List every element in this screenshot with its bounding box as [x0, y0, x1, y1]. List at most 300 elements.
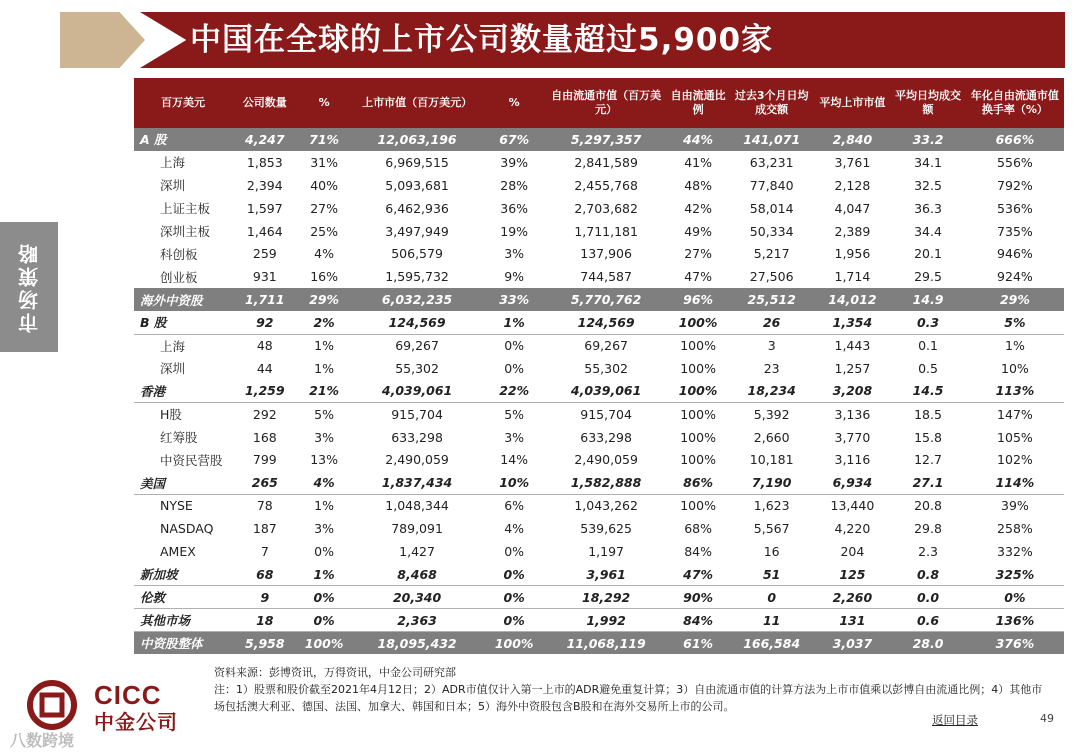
row-label: 中资股整体: [134, 632, 232, 655]
row-label: B 股: [134, 311, 232, 334]
table-cell: 258%: [997, 521, 1033, 537]
table-cell: 168: [252, 429, 277, 445]
table-cell: 799: [252, 452, 277, 468]
table-cell: 1,714: [834, 269, 871, 285]
table-cell: 332%: [997, 543, 1033, 559]
row-label: 深圳: [160, 361, 186, 377]
table-cell: 28.0: [890, 632, 966, 655]
table-cell: 29.8: [914, 521, 942, 537]
table-cell: 10%: [484, 471, 545, 494]
table-cell: 84%: [684, 543, 712, 559]
table-cell: 96%: [667, 288, 728, 311]
table-cell: 2,128: [834, 177, 871, 193]
table-cell: 0%: [484, 609, 545, 632]
table-cell: 536%: [997, 200, 1033, 216]
table-cell: 325%: [966, 563, 1064, 586]
table-cell: 125: [815, 563, 891, 586]
table-cell: 77,840: [749, 177, 794, 193]
table-cell: 27,506: [749, 269, 794, 285]
table-cell: 1%: [314, 498, 334, 514]
table-cell: 0.6: [890, 609, 966, 632]
page-number: 49: [1040, 712, 1054, 725]
table-row: [134, 174, 1064, 197]
table-cell: 48%: [684, 177, 712, 193]
logo-text-cn: 中金公司: [94, 710, 178, 734]
table-cell: 2,389: [834, 223, 871, 239]
table-cell: 100%: [680, 360, 716, 376]
table-row: [134, 380, 1064, 403]
table-cell: 39%: [1001, 498, 1029, 514]
table-cell: 12,063,196: [351, 128, 484, 151]
table-cell: 0%: [298, 609, 351, 632]
table-cell: 21%: [298, 380, 351, 403]
header-cell: %: [298, 78, 351, 128]
table-row: [134, 517, 1064, 540]
cicc-logo: [22, 680, 197, 734]
table-cell: 5,392: [753, 406, 790, 422]
row-label: 创业板: [160, 269, 198, 285]
table-cell: 8,468: [351, 563, 484, 586]
table-cell: 10,181: [749, 452, 794, 468]
table-cell: 26: [729, 311, 815, 334]
table-cell: 0%: [504, 338, 525, 354]
header-cell: 百万美元: [134, 78, 232, 128]
back-to-contents-link[interactable]: 返回目录: [932, 713, 978, 727]
table-cell: 3,497,949: [385, 223, 449, 239]
table-row: [134, 151, 1064, 174]
table-cell: 15.8: [914, 429, 942, 445]
table-cell: 48: [256, 338, 273, 354]
table-cell: 68%: [684, 521, 712, 537]
table-cell: 29.5: [914, 269, 942, 285]
table-cell: 6,934: [815, 471, 891, 494]
row-label: NYSE: [160, 498, 193, 514]
table-cell: 1,582,888: [545, 471, 668, 494]
table-cell: 2,703,682: [574, 200, 638, 216]
table-row: [134, 632, 1064, 655]
notes: [214, 664, 1044, 715]
table-cell: 556%: [997, 154, 1033, 170]
table-row: [134, 128, 1064, 151]
header-cell: 年化自由流通市值换手率（%）: [966, 78, 1064, 128]
table-row: [134, 265, 1064, 288]
table-cell: 2%: [298, 311, 351, 334]
table-cell: 3%: [504, 246, 525, 262]
table-cell: 147%: [997, 406, 1033, 422]
table-cell: 2.3: [918, 543, 938, 559]
table-cell: 2,260: [815, 586, 891, 609]
row-label: 其他市场: [134, 609, 232, 632]
row-label: 上海: [160, 155, 186, 171]
listed-companies-table: [134, 78, 1064, 654]
table-cell: 1,043,262: [574, 498, 638, 514]
table-cell: 0%: [484, 586, 545, 609]
table-cell: 2,490,059: [574, 452, 638, 468]
table-cell: 0.8: [890, 563, 966, 586]
table-cell: 47%: [667, 563, 728, 586]
table-cell: 16%: [310, 269, 338, 285]
table-row: [134, 197, 1064, 220]
table-cell: 20,340: [351, 586, 484, 609]
table-cell: 1%: [1005, 338, 1025, 354]
table-row: [134, 220, 1064, 243]
table-cell: 633,298: [391, 429, 443, 445]
table-cell: 34.4: [914, 223, 942, 239]
table-cell: 141,071: [729, 128, 815, 151]
table-cell: 18,095,432: [351, 632, 484, 655]
table-cell: 4,039,061: [545, 380, 668, 403]
table-cell: 100%: [680, 429, 716, 445]
table-row: [134, 426, 1064, 449]
table-cell: 1,048,344: [385, 498, 449, 514]
table-cell: 1,711: [232, 288, 297, 311]
table-row: [134, 448, 1064, 471]
table-cell: 633,298: [580, 429, 632, 445]
table-cell: 0%: [298, 586, 351, 609]
table-cell: 1,595,732: [385, 269, 449, 285]
table-cell: 36.3: [914, 200, 942, 216]
table-cell: 100%: [484, 632, 545, 655]
table-cell: 61%: [667, 632, 728, 655]
table-cell: 3,961: [545, 563, 668, 586]
table-cell: 14%: [500, 452, 529, 468]
table-cell: 14.5: [890, 380, 966, 403]
table-cell: 506,579: [391, 246, 443, 262]
table-cell: 735%: [997, 223, 1033, 239]
row-label: 上证主板: [160, 201, 211, 217]
table-cell: 0%: [504, 543, 525, 559]
table-cell: 187: [252, 521, 277, 537]
table-cell: 5,093,681: [385, 177, 449, 193]
table-cell: 6%: [504, 498, 525, 514]
table-cell: 49%: [684, 223, 712, 239]
table-cell: 28%: [500, 177, 529, 193]
table-cell: 27%: [310, 200, 338, 216]
table-cell: 67%: [484, 128, 545, 151]
row-label: A 股: [134, 128, 232, 151]
table-cell: 3%: [314, 429, 334, 445]
table-cell: 3,770: [834, 429, 871, 445]
row-label: 红筹股: [160, 430, 198, 446]
table-cell: 0.1: [918, 338, 938, 354]
table-cell: 84%: [667, 609, 728, 632]
row-label: 科创板: [160, 246, 198, 262]
source-note: 资料来源：彭博资讯，万得资讯，中金公司研究部: [214, 666, 456, 679]
table-cell: 4,247: [232, 128, 297, 151]
table-row: [134, 334, 1064, 357]
row-label: 中资民营股: [160, 452, 223, 468]
table-row: [134, 563, 1064, 586]
table-cell: 946%: [997, 246, 1033, 262]
table-cell: 102%: [997, 452, 1033, 468]
table-cell: 5,567: [753, 521, 790, 537]
table-cell: 11,068,119: [545, 632, 668, 655]
header-cell: 过去3个月日均成交额: [729, 78, 815, 128]
table-cell: 20.8: [914, 498, 942, 514]
table-cell: 58,014: [749, 200, 794, 216]
table-cell: 100%: [680, 498, 716, 514]
table-cell: 5,770,762: [545, 288, 668, 311]
table-cell: 5,217: [753, 246, 790, 262]
table-cell: 31%: [310, 154, 338, 170]
cicc-logo-icon: [22, 680, 86, 730]
table-cell: 1,597: [246, 200, 283, 216]
table-cell: 20.1: [914, 246, 942, 262]
table-cell: 18,234: [729, 380, 815, 403]
table-cell: 131: [815, 609, 891, 632]
table-cell: 3: [767, 338, 776, 354]
table-cell: 14.9: [890, 288, 966, 311]
table-cell: 124,569: [545, 311, 668, 334]
table-cell: 3%: [314, 521, 334, 537]
table-cell: 0%: [966, 586, 1064, 609]
table-cell: 100%: [680, 452, 716, 468]
table-row: [134, 540, 1064, 563]
table-cell: 50,334: [749, 223, 794, 239]
table-cell: 12.7: [914, 452, 942, 468]
table-cell: 36%: [500, 200, 529, 216]
table-cell: 1%: [298, 563, 351, 586]
table-cell: 792%: [997, 177, 1033, 193]
table-cell: 63,231: [749, 154, 794, 170]
table-cell: 39%: [500, 154, 529, 170]
table-cell: 13,440: [830, 498, 875, 514]
table-cell: 4%: [314, 246, 334, 262]
table-row: [134, 609, 1064, 632]
table-cell: 5,958: [232, 632, 297, 655]
row-label: 新加坡: [134, 563, 232, 586]
table-cell: 100%: [667, 311, 728, 334]
table-header-row: [134, 78, 1064, 128]
table-cell: 100%: [680, 406, 716, 422]
table-cell: 13%: [310, 452, 338, 468]
table-cell: 4,220: [834, 521, 871, 537]
table-cell: 2,660: [753, 429, 790, 445]
table-cell: 55,302: [584, 360, 628, 376]
table-cell: 1%: [484, 311, 545, 334]
table-cell: 23: [763, 360, 780, 376]
table-cell: 0.0: [890, 586, 966, 609]
table-row: [134, 403, 1064, 426]
header-cell: 上市市值（百万美元）: [351, 78, 484, 128]
table-cell: 1,427: [399, 543, 435, 559]
row-label: 美国: [134, 471, 232, 494]
table-cell: 18: [232, 609, 297, 632]
table-cell: 55,302: [395, 360, 439, 376]
header-cell: 自由流通比例: [667, 78, 728, 128]
table-cell: 915,704: [580, 406, 632, 422]
table-cell: 539,625: [580, 521, 632, 537]
table-cell: 1,354: [815, 311, 891, 334]
table-cell: 0%: [504, 360, 525, 376]
table-cell: 137,906: [580, 246, 632, 262]
watermark: 八数跨境: [10, 731, 75, 750]
table-cell: 124,569: [351, 311, 484, 334]
table-cell: 6,969,515: [385, 154, 449, 170]
table-cell: 18.5: [914, 406, 942, 422]
table-cell: 3,208: [815, 380, 891, 403]
table-cell: 105%: [997, 429, 1033, 445]
table-cell: 11: [729, 609, 815, 632]
table-cell: 1,956: [834, 246, 871, 262]
table-cell: 1,259: [232, 380, 297, 403]
table-cell: 915,704: [391, 406, 443, 422]
footnote: 注：1）股票和股价截至2021年4月12日；2）ADR市值仅计入第一上市的ADR避免重复计算；3）自由流通市值的计算方法为上市市值乘以彭博自由流通比例；4）其他市场包括澳大利亚、德国、法国、加拿大、韩国和日本；5）海外中资股包含B股和在海外交易所上市的公司。: [214, 683, 1043, 713]
table-cell: 931: [252, 269, 277, 285]
table-cell: 924%: [997, 269, 1033, 285]
table-cell: 1,992: [545, 609, 668, 632]
table-cell: 4,039,061: [351, 380, 484, 403]
table-cell: 2,394: [246, 177, 283, 193]
row-label: 深圳主板: [160, 224, 211, 239]
section-tab-label: 市场策略: [17, 241, 42, 333]
logo-text-en: CICC: [94, 680, 162, 710]
table-row: [134, 494, 1064, 517]
table-row: [134, 357, 1064, 380]
table-cell: 1,197: [588, 543, 625, 559]
row-label: 上海: [160, 338, 186, 354]
table-cell: 25,512: [729, 288, 815, 311]
table-row: [134, 471, 1064, 494]
table-cell: 100%: [298, 632, 351, 655]
table-cell: 29%: [966, 288, 1064, 311]
table-cell: 113%: [966, 380, 1064, 403]
table-cell: 2,363: [351, 609, 484, 632]
table-row: [134, 288, 1064, 311]
table-cell: 0.5: [918, 360, 938, 376]
table-cell: 7: [260, 543, 269, 559]
table-cell: 7,190: [729, 471, 815, 494]
table-cell: 789,091: [391, 521, 443, 537]
table-cell: 1,257: [834, 360, 871, 376]
table-cell: 2,840: [815, 128, 891, 151]
table-cell: 1,711,181: [574, 223, 638, 239]
table-cell: 47%: [684, 269, 712, 285]
header-cell: 自由流通市值（百万美元）: [545, 78, 668, 128]
table-cell: 90%: [667, 586, 728, 609]
table-cell: 22%: [484, 380, 545, 403]
table-row: [134, 586, 1064, 609]
table-cell: 32.5: [914, 177, 942, 193]
table-cell: 5%: [314, 406, 334, 422]
table-cell: 25%: [310, 223, 338, 239]
table-cell: 4%: [298, 471, 351, 494]
table-cell: 3,037: [815, 632, 891, 655]
table-cell: 100%: [667, 380, 728, 403]
row-label: 香港: [134, 380, 232, 403]
table-cell: 6,032,235: [351, 288, 484, 311]
table-cell: 78: [256, 498, 273, 514]
table-cell: 44%: [667, 128, 728, 151]
table-cell: 1,464: [246, 223, 283, 239]
table-cell: 42%: [684, 200, 712, 216]
table-cell: 204: [840, 543, 865, 559]
table-cell: 18,292: [545, 586, 668, 609]
table-cell: 33.2: [890, 128, 966, 151]
table-cell: 69,267: [584, 338, 628, 354]
row-label: H股: [160, 407, 182, 423]
table-cell: 29%: [298, 288, 351, 311]
table-cell: 68: [232, 563, 297, 586]
table-cell: 744,587: [580, 269, 632, 285]
table-cell: 71%: [298, 128, 351, 151]
header-cell: 平均上市市值: [815, 78, 891, 128]
table-cell: 27.1: [890, 471, 966, 494]
table-cell: 44: [256, 360, 273, 376]
table-cell: 0%: [314, 543, 334, 559]
table-cell: 27%: [684, 246, 712, 262]
row-label: 深圳: [160, 178, 186, 194]
row-label: 伦敦: [134, 586, 232, 609]
table-cell: 19%: [500, 223, 529, 239]
table-cell: 2,841,589: [574, 154, 638, 170]
table-cell: 1,837,434: [351, 471, 484, 494]
table-cell: 34.1: [914, 154, 942, 170]
table-cell: 16: [763, 543, 780, 559]
table-cell: 92: [232, 311, 297, 334]
table-cell: 1,443: [834, 338, 871, 354]
table-cell: 259: [252, 246, 277, 262]
table-cell: 9: [232, 586, 297, 609]
table-cell: 2,490,059: [385, 452, 449, 468]
table-body: [134, 128, 1064, 654]
table-cell: 0.3: [890, 311, 966, 334]
table-cell: 2,455,768: [574, 177, 638, 193]
table-cell: 69,267: [395, 338, 439, 354]
table-cell: 136%: [966, 609, 1064, 632]
table-cell: 40%: [310, 177, 338, 193]
title-chevron: [60, 12, 145, 68]
table-cell: 292: [252, 406, 277, 422]
table-cell: 14,012: [815, 288, 891, 311]
table-cell: 1,853: [246, 154, 283, 170]
table-cell: 1%: [314, 360, 334, 376]
header-cell: 公司数量: [232, 78, 297, 128]
table-cell: 376%: [966, 632, 1064, 655]
header-cell: %: [484, 78, 545, 128]
table-cell: 166,584: [729, 632, 815, 655]
table-cell: 0: [729, 586, 815, 609]
table-cell: 3,136: [834, 406, 871, 422]
table-cell: 3%: [504, 429, 525, 445]
table-cell: 1%: [314, 338, 334, 354]
table-cell: 9%: [504, 269, 525, 285]
table-row: [134, 242, 1064, 265]
table-cell: 10%: [1001, 360, 1029, 376]
table-cell: 265: [232, 471, 297, 494]
table-cell: 3,116: [834, 452, 871, 468]
table-cell: 5,297,357: [545, 128, 668, 151]
row-label: NASDAQ: [160, 521, 214, 537]
table-cell: 3,761: [834, 154, 871, 170]
table-cell: 4,047: [834, 200, 871, 216]
table-cell: 100%: [680, 338, 716, 354]
table-cell: 5%: [966, 311, 1064, 334]
table-cell: 6,462,936: [385, 200, 449, 216]
table-cell: 5%: [504, 406, 525, 422]
page-title: 中国在全球的上市公司数量超过5,900家: [190, 22, 774, 58]
table-cell: 0%: [484, 563, 545, 586]
table-row: [134, 311, 1064, 334]
table-cell: 4%: [504, 521, 525, 537]
table-cell: 33%: [484, 288, 545, 311]
table-cell: 41%: [684, 154, 712, 170]
table-cell: 114%: [966, 471, 1064, 494]
table-cell: 666%: [966, 128, 1064, 151]
header-cell: 平均日均成交额: [890, 78, 966, 128]
row-label: 海外中资股: [134, 288, 232, 311]
table-cell: 1,623: [753, 498, 790, 514]
